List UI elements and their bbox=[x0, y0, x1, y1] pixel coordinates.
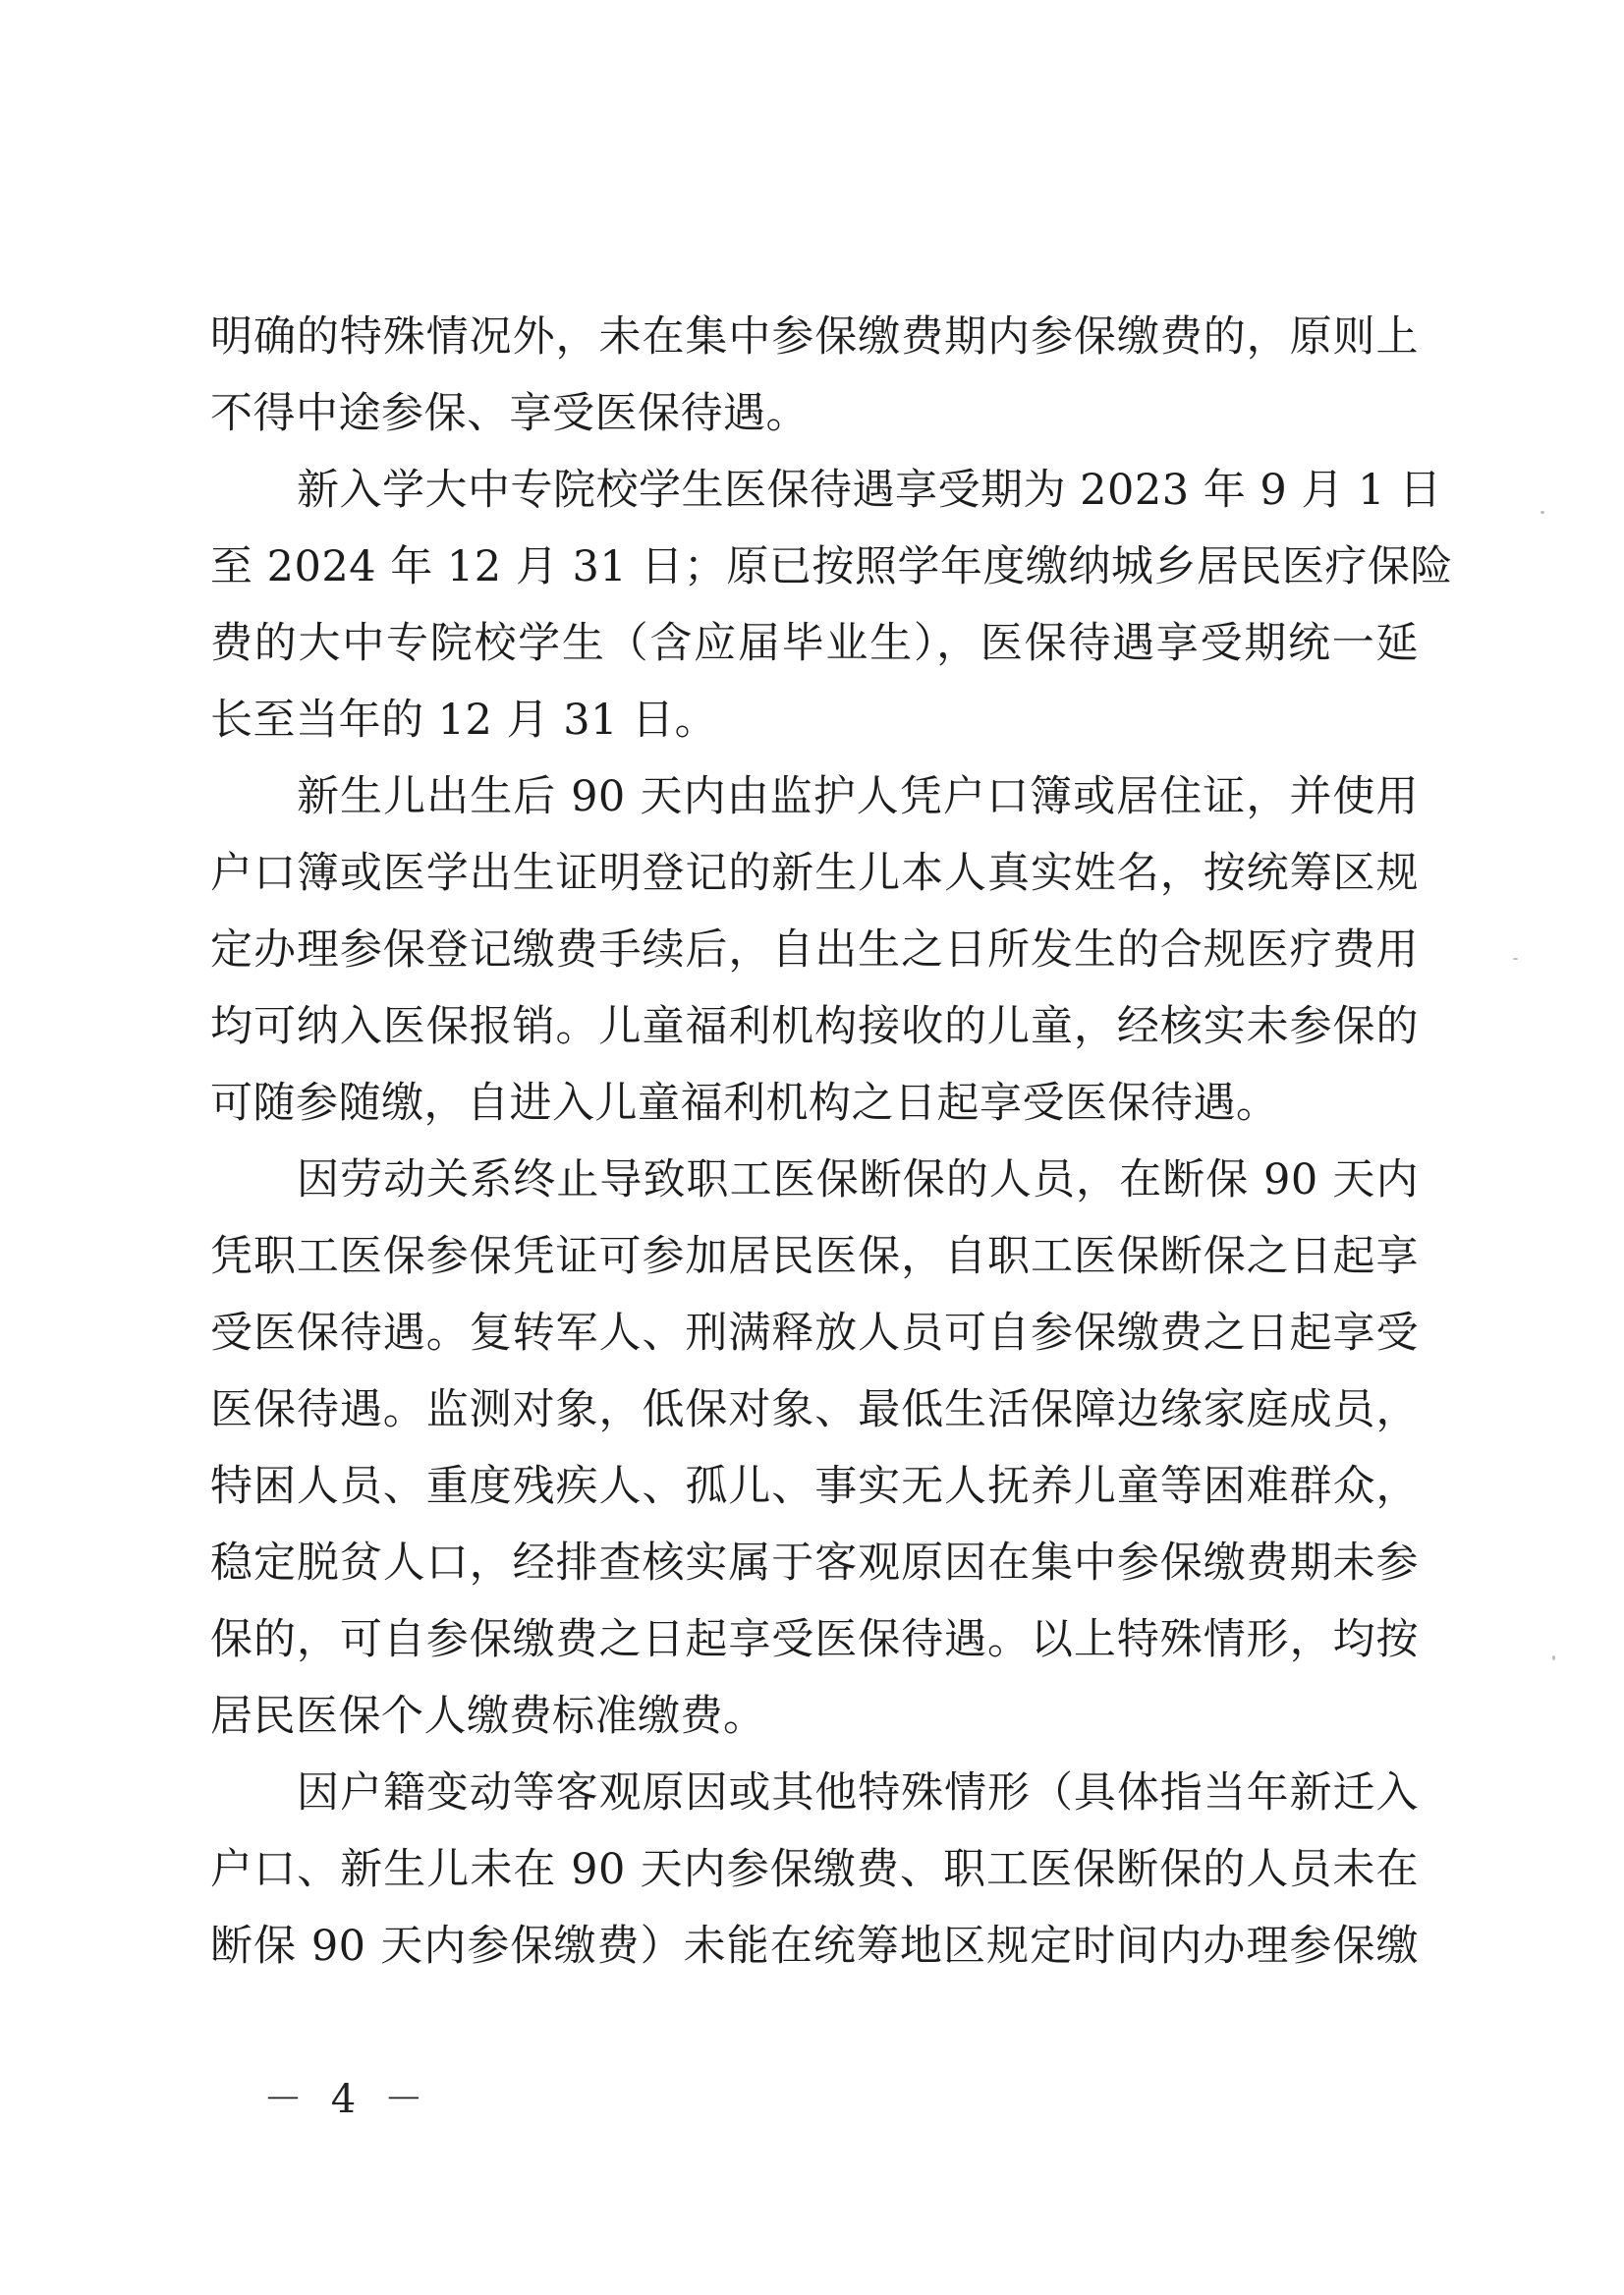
text-line-8: 户口簿或医学出生证明登记的新生儿本人真实姓名，按统筹区规 bbox=[210, 849, 1419, 898]
text-line-9: 定办理参保登记缴费手续后，自出生之日所发生的合规医疗费用 bbox=[210, 925, 1419, 975]
scan-speck bbox=[1513, 958, 1518, 960]
text-line-16: 特困人员、重度残疾人、孤儿、事实无人抚养儿童等困难群众， bbox=[210, 1462, 1419, 1511]
text-line-6: 长至当年的 12 月 31 日。 bbox=[210, 696, 718, 745]
scan-speck bbox=[1540, 511, 1544, 514]
text-line-13: 凭职工医保参保凭证可参加居民医保，自职工医保断保之日起享 bbox=[210, 1232, 1419, 1281]
text-line-14: 受医保待遇。复转军人、刑满释放人员可自参保缴费之日起享受 bbox=[210, 1309, 1419, 1358]
text-line-20: 因户籍变动等客观原因或其他特殊情形（具体指当年新迁入 bbox=[297, 1768, 1419, 1818]
scan-speck bbox=[1552, 1655, 1555, 1660]
text-line-15: 医保待遇。监测对象，低保对象、最低生活保障边缘家庭成员， bbox=[210, 1385, 1419, 1434]
text-line-18: 保的，可自参保缴费之日起享受医保待遇。以上特殊情形，均按 bbox=[210, 1615, 1419, 1664]
page-number: － 4 － bbox=[263, 2077, 431, 2122]
text-line-5: 费的大中专院校学生（含应届毕业生），医保待遇享受期统一延 bbox=[210, 619, 1419, 668]
text-line-19: 居民医保个人缴费标准缴费。 bbox=[210, 1692, 766, 1741]
text-line-3: 新入学大中专院校学生医保待遇享受期为 2023 年 9 月 1 日 bbox=[297, 466, 1442, 515]
text-line-22: 断保 90 天内参保缴费）未能在统筹地区规定时间内办理参保缴 bbox=[210, 1922, 1419, 1971]
text-line-21: 户口、新生儿未在 90 天内参保缴费、职工医保断保的人员未在 bbox=[210, 1845, 1419, 1894]
text-line-10: 均可纳入医保报销。儿童福利机构接收的儿童，经核实未参保的 bbox=[210, 1002, 1419, 1051]
text-line-11: 可随参随缴，自进入儿童福利机构之日起享受医保待遇。 bbox=[210, 1079, 1279, 1128]
text-line-7: 新生儿出生后 90 天内由监护人凭户口簿或居住证，并使用 bbox=[297, 772, 1419, 821]
text-line-1: 明确的特殊情况外，未在集中参保缴费期内参保缴费的，原则上 bbox=[210, 312, 1419, 362]
text-line-12: 因劳动关系终止导致职工医保断保的人员，在断保 90 天内 bbox=[297, 1155, 1419, 1204]
text-line-2: 不得中途参保、享受医保待遇。 bbox=[210, 389, 809, 438]
text-line-4: 至 2024 年 12 月 31 日；原已按照学年度缴纳城乡居民医疗保险 bbox=[210, 542, 1453, 591]
text-line-17: 稳定脱贫人口，经排查核实属于客观原因在集中参保缴费期未参 bbox=[210, 1539, 1419, 1588]
body-text bbox=[210, 299, 1453, 1985]
